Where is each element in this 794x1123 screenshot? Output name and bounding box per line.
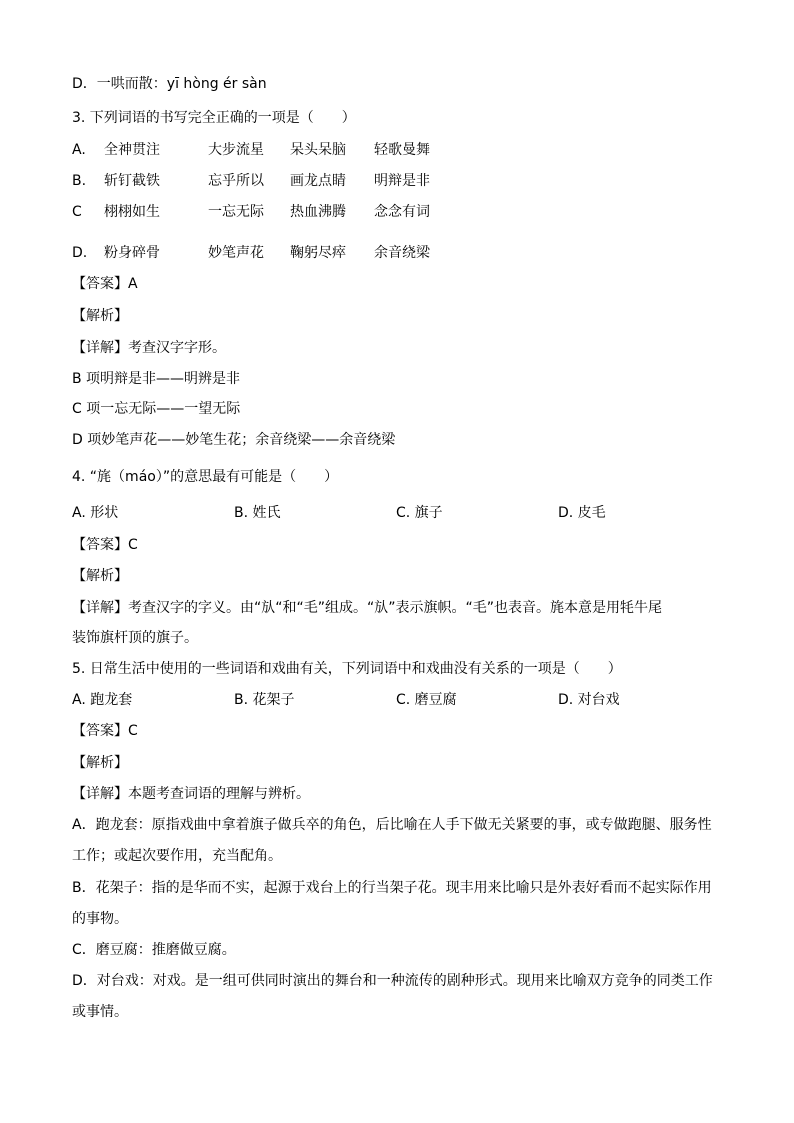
q5-answer: 【答案】C [72,723,138,739]
q4-detail-line1: 【详解】考查汉字的字义。由“㫃“和“毛”组成。“㫃”表示旗帜。“毛”也表音。旄本意是用牦牛尾 [72,600,663,616]
q5-options [72,690,732,710]
q5-option-b: B. 花架子 [234,692,295,708]
q5-option-a: A. 跑龙套 [72,692,133,708]
q2-option-d: D．一哄而散：yī hòng ér sàn [72,76,267,92]
q4-option-c: C. 旗子 [396,505,443,521]
q4-detail-line2: 装饰旗杆顶的旗子。 [72,630,198,646]
q3-option-b: B. 斩钉截铁 忘乎所以 画龙点睛 明辩是非 [72,173,430,189]
q3-option-d: D. 粉身碎骨 妙笔声花 鞠躬尽瘁 余音绕梁 [72,245,430,261]
q4-answer: 【答案】C [72,537,138,553]
q3-answer: 【答案】A [72,276,138,292]
q4-options [72,503,732,523]
q3-detail: 【详解】考查汉字字形。 [72,340,226,356]
q5-detail-d-line2: 或事情。 [72,1004,128,1020]
q5-detail: 【详解】本题考查词语的理解与辨析。 [72,786,310,802]
q5-detail-b-line2: 的事物。 [72,911,128,927]
q4-option-d: D. 皮毛 [558,505,606,521]
q5-detail-d-line1: D．对台戏：对戏。是一组可供同时演出的舞台和一种流传的剧种形式。现用来比喻双方竞争的同类工作 [72,973,713,989]
q3-detail-d: D 项妙笔声花——妙笔生花；余音绕梁——余音绕梁 [72,432,396,448]
q3-analysis-heading: 【解析】 [72,308,128,324]
q5-detail-c: C．磨豆腐：推磨做豆腐。 [72,942,236,958]
q5-detail-a-line1: A．跑龙套：原指戏曲中拿着旗子做兵卒的角色，后比喻在人手下做无关紧要的事，或专做跑腿、服务性 [72,817,712,833]
q5-option-c: C. 磨豆腐 [396,692,457,708]
q4-analysis-heading: 【解析】 [72,568,128,584]
q5-option-d: D. 对台戏 [558,692,620,708]
q5-analysis-heading: 【解析】 [72,755,128,771]
q3-detail-c: C 项一忘无际——一望无际 [72,401,241,417]
question-4: 4. “旄（máo）”的意思最有可能是（ ） [72,469,339,485]
question-5: 5. 日常生活中使用的一些词语和戏曲有关，下列词语中和戏曲没有关系的一项是（ ） [72,661,622,677]
q5-detail-a-line2: 工作；或起次要作用，充当配角。 [72,848,282,864]
q4-option-a: A. 形状 [72,505,119,521]
q5-detail-b-line1: B．花架子：指的是华而不实，起源于戏台上的行当架子花。现丰用来比喻只是外表好看而不起实际作用 [72,880,712,896]
q3-option-a: A. 全神贯注 大步流星 呆头呆脑 轻歌曼舞 [72,142,430,158]
q3-option-c: C 栩栩如生 一忘无际 热血沸腾 念念有词 [72,204,430,220]
question-3: 3. 下列词语的书写完全正确的一项是（ ） [72,110,356,126]
q4-option-b: B. 姓氏 [234,505,281,521]
q3-detail-b: B 项明辩是非——明辨是非 [72,371,241,387]
